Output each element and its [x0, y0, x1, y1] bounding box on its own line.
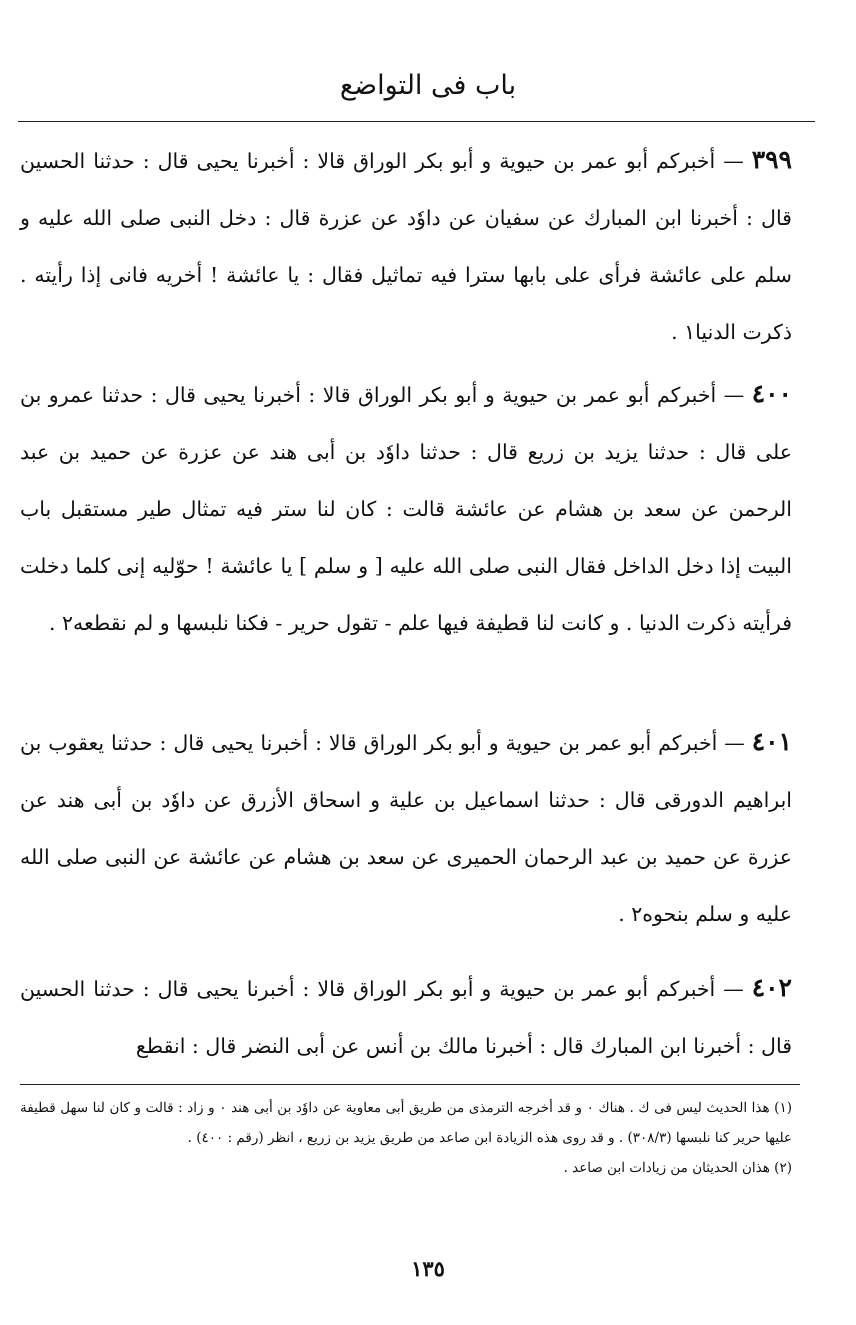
- hadith-text: — أخبركم أبو عمر بن حيوية و أبو بكر الوراق قالا : أخبرنا يحيى قال : حدثنا الحسين قال : أخبرنا ابن المبارك عن سفيان عن داوٗد عن عزرة قال : دخل النبى صلى الله عليه و سلم على عائشة فرأى على بابها سترا فيه تماثيل فقال : يا عائشة ! أخريه فانى إذا رأيته . ذكرت الدنيا١ .: [20, 149, 792, 344]
- hadith-text: — أخبركم أبو عمر بن حيوية و أبو بكر الوراق قالا : أخبرنا يحيى قال : حدثنا عمرو بن على قال : حدثنا يزيد بن زريع قال : حدثنا داوٗد بن أبى هند عن عزرة عن حميد بن عبد الرحمن عن سعد بن هشام عن عائشة قالت : كان لنا ستر فيه تمثال طير مستقبل باب البيت إذا دخل الداخل فقال النبى صلى الله عليه [ و سلم ] يا عائشة ! حوّليه إنى كلما دخلت فرأيته ذكرت الدنيا . و كانت لنا قطيفة فيها علم - تقول حرير - فكنا نلبسها و لم نقطعه٢ .: [20, 383, 792, 635]
- footnote-2: (٢) هذان الحديثان من زيادات ابن صاعد .: [563, 1160, 792, 1176]
- header-rule: [18, 121, 815, 122]
- hadith-number: ٣٩٩: [751, 145, 792, 174]
- hadith-400: [20, 365, 792, 652]
- running-title: باب فى التواضع: [339, 70, 517, 101]
- footnote-1: (١) هذا الحديث ليس فى ك . هناك ٠ و قد أخرجه الترمذى من طريق أبى معاوية عن داوٗد بن أبى هند ٠ و زاد : قالت و كان لنا سهل قطيفة عليها حرير كنا نلبسها (٣٠٨/٣) . و قد روى هذه الزيادة ابن صاعد من طريق يزيد بن زريع ، انظر (رقم : ٤٠٠) .: [20, 1100, 793, 1146]
- hadith-402: [20, 959, 792, 1075]
- hadith-401: [20, 713, 792, 943]
- hadith-399: [20, 131, 792, 361]
- hadith-number: ٤٠٠: [751, 379, 792, 408]
- footnotes: [20, 1093, 792, 1183]
- hadith-number: ٤٠١: [751, 727, 792, 756]
- page-number: ١٣٥: [411, 1256, 445, 1281]
- hadith-text: — أخبركم أبو عمر بن حيوية و أبو بكر الوراق قالا : أخبرنا يحيى قال : حدثنا الحسين قال : أخبرنا ابن المبارك قال : أخبرنا مالك بن أنس عن أبى النضر قال : انقطع: [20, 977, 792, 1058]
- footnote-rule: [20, 1084, 800, 1085]
- hadith-text: — أخبركم أبو عمر بن حيوية و أبو بكر الوراق قالا : أخبرنا يحيى قال : حدثنا يعقوب بن ابراهيم الدورقى قال : حدثنا اسماعيل بن علية و اسحاق الأزرق عن داوٗد بن أبى هند عن عزرة عن حميد بن عبد الرحمان الحميرى عن سعد بن هشام عن عائشة عن النبى صلى الله عليه و سلم بنحوه٢ .: [20, 731, 792, 926]
- hadith-number: ٤٠٢: [751, 973, 792, 1002]
